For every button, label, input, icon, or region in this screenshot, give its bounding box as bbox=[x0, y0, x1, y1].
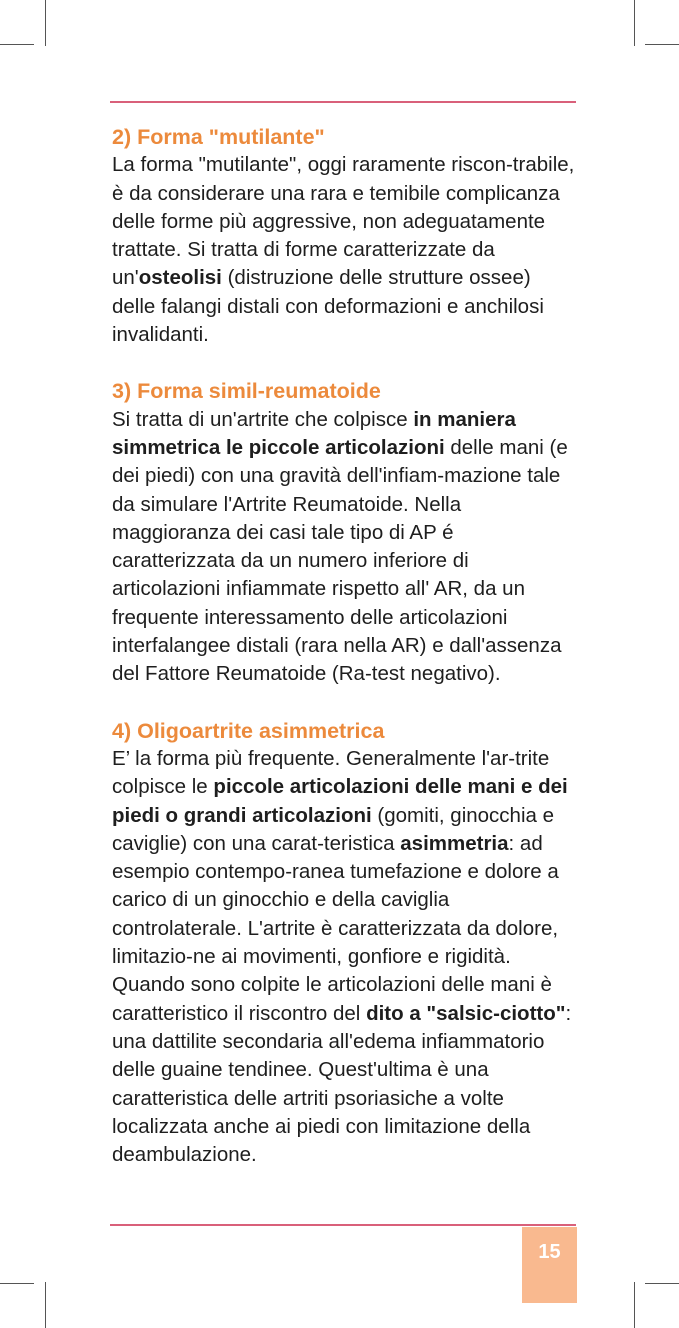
section-heading: 2) Forma "mutilante" bbox=[112, 125, 325, 149]
crop-mark bbox=[0, 44, 34, 45]
top-rule bbox=[110, 101, 576, 103]
emphasis-text: asimmetria bbox=[400, 831, 509, 855]
section-forma-simil-reumatoide bbox=[112, 377, 578, 688]
crop-mark bbox=[645, 1283, 679, 1284]
crop-mark bbox=[45, 0, 46, 46]
bottom-rule bbox=[110, 1224, 576, 1226]
section-heading: 3) Forma simil-reumatoide bbox=[112, 379, 381, 404]
emphasis-text: in maniera simmetrica le piccole articolazioni bbox=[112, 407, 516, 459]
page-content bbox=[112, 123, 578, 1197]
section-body: Si tratta di un'artrite che colpisce in maniera simmetrica le piccole articolazioni delle mani (e dei piedi) con una gravità dell'infiam-mazione tale da simulare l'Artrite Reumatoide. Nella maggioranza dei casi tale tipo di AP é caratterizzata da un numero inferiore di articolazioni infiammate rispetto all' AR, da un frequente interessamento delle articolazioni interfalangee distali (rara nella AR) e dall'assenza del Fattore Reumatoide (Ra-test negativo). bbox=[112, 407, 568, 686]
crop-mark bbox=[0, 1283, 34, 1284]
emphasis-text: piccole articolazioni delle mani e dei piedi o grandi articolazioni bbox=[112, 775, 568, 827]
section-forma-mutilante bbox=[112, 123, 578, 349]
section-body: E’ la forma più frequente. Generalmente l'ar-trite colpisce le piccole articolazioni delle mani e dei piedi o grandi articolazioni (gomiti, ginocchia e caviglie) con una carat-teristica asimmetria: ad esempio contempo-ranea tumefazione e dolore a carico di un ginocchio e della caviglia controlaterale. L'artrite è caratterizzata da dolore, limitazio-ne ai movimenti, gonfiore e rigidità. Quando sono colpite le articolazioni delle mani è caratteristico il riscontro del dito a "salsic-ciotto": una dattilite secondaria all'edema infiammatorio delle guaine tendinee. Quest'ultima è una caratteristica delle artriti psoriasiche a volte localizzata anche ai piedi con limitazione della deambulazione. bbox=[112, 746, 572, 1167]
emphasis-text: osteolisi bbox=[138, 266, 222, 290]
section-body: La forma "mutilante", oggi raramente riscon-trabile, è da considerare una rara e temibile complicanza delle forme più aggressive, non adeguatamente trattate. Si tratta di forme caratterizzate da un'osteolisi (distruzione delle strutture ossee) delle falangi distali con deformazioni e anchilosi invalidanti. bbox=[112, 153, 575, 347]
crop-mark bbox=[634, 0, 635, 46]
crop-mark bbox=[634, 1282, 635, 1328]
page-number-tab bbox=[522, 1227, 577, 1303]
crop-mark bbox=[45, 1282, 46, 1328]
section-heading: 4) Oligoartrite asimmetrica bbox=[112, 718, 385, 743]
emphasis-text: dito a "salsic-ciotto" bbox=[366, 1001, 566, 1025]
page-number: 15 bbox=[538, 1241, 561, 1263]
crop-mark bbox=[645, 44, 679, 45]
section-oligoartrite-asimmetrica bbox=[112, 717, 578, 1170]
